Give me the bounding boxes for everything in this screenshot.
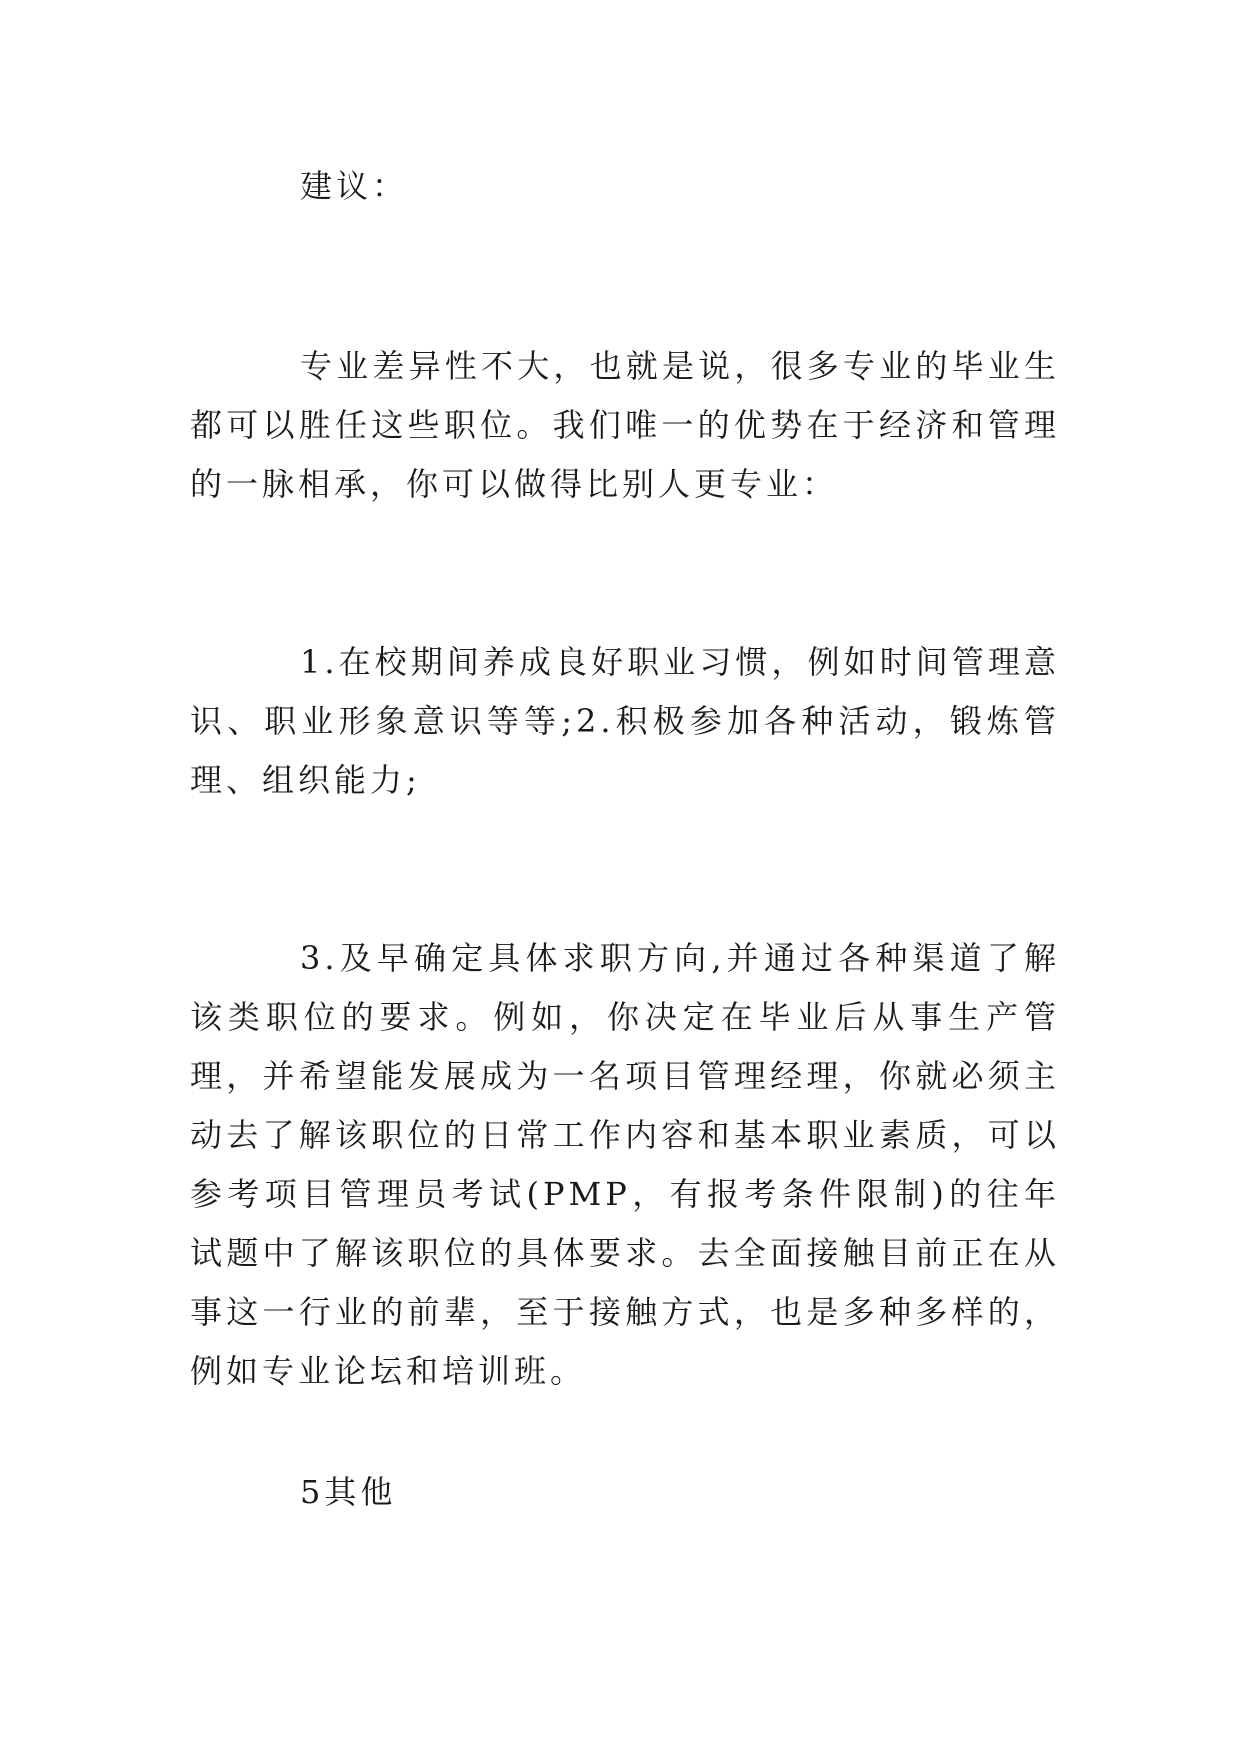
other-heading: 5其他: [300, 1473, 397, 1511]
paragraph-career-direction: 3.及早确定具体求职方向,并通过各种渠道了解该类职位的要求。例如，你决定在毕业后从事生产管理，并希望能发展成为一名项目管理经理，你就必须主动去了解该职位的日常工作内容和基本职业素质，可以参考项目管理员考试(PMP，有报考条件限制)的往年试题中了解该职位的具体要求。去全面接触目前正在从事这一行业的前辈，至于接触方式，也是多种多样的，例如专业论坛和培训班。: [190, 939, 1060, 1390]
paragraph-habits-activities: 1.在校期间养成良好职业习惯，例如时间管理意识、职业形象意识等等;2.积极参加各种活动，锻炼管理、组织能力;: [190, 643, 1060, 799]
suggestion-heading: 建议：: [300, 167, 409, 205]
paragraph-major-difference: 专业差异性不大，也就是说，很多专业的毕业生都可以胜任这些职位。我们唯一的优势在于经济和管理的一脉相承，你可以做得比别人更专业：: [190, 347, 1060, 503]
